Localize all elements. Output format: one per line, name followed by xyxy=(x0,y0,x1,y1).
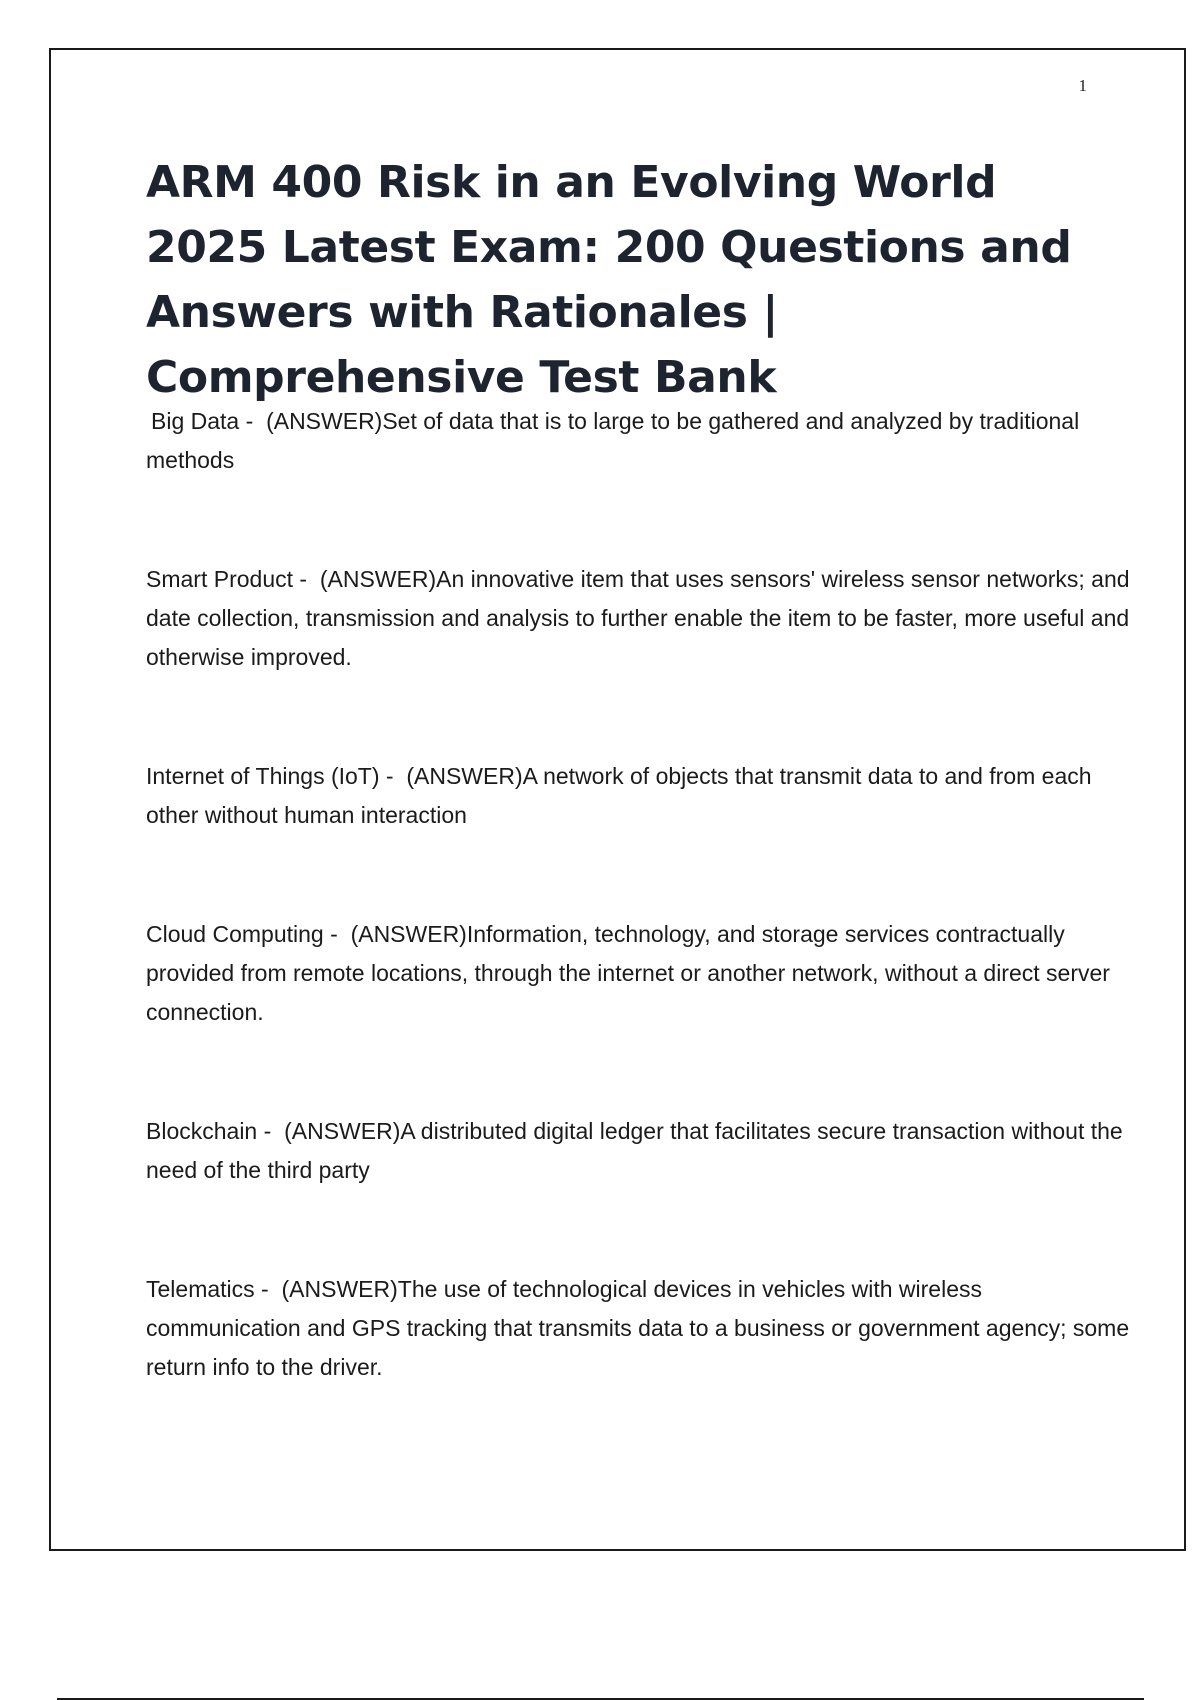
entry-term: Big Data xyxy=(151,408,240,434)
entry-separator: - xyxy=(379,763,407,789)
entry-answer: (ANSWER)Information, technology, and storage services contractually provided from remote locations, through the internet or another network, without a direct server connection. xyxy=(146,921,1110,1025)
entry-separator: - xyxy=(254,1276,282,1302)
entry-separator: - xyxy=(239,408,267,434)
qa-entry-smart-product xyxy=(146,560,1136,677)
qa-entry-cloud-computing xyxy=(146,915,1136,1032)
document-title: ARM 400 Risk in an Evolving World 2025 Latest Exam: 200 Questions and Answers with Rationales | Comprehensive Test Bank xyxy=(146,157,1072,403)
qa-entry-iot xyxy=(146,757,1136,835)
entry-separator: - xyxy=(293,566,320,592)
entry-answer: (ANSWER)A distributed digital ledger that facilitates secure transaction without the need of the third party xyxy=(146,1118,1123,1183)
qa-entry-telematics xyxy=(146,1270,1136,1387)
qa-entry-blockchain xyxy=(146,1112,1136,1190)
entry-separator: - xyxy=(257,1118,285,1144)
entry-term: Cloud Computing xyxy=(146,921,324,947)
entry-term: Smart Product xyxy=(146,566,293,592)
entry-answer: (ANSWER)The use of technological devices in vehicles with wireless communication and GPS tracking that transmits data to a business or government agency; some return info to the driver. xyxy=(146,1276,1130,1380)
entry-term: Blockchain xyxy=(146,1118,258,1144)
entry-term: Telematics xyxy=(146,1276,255,1302)
page-number: 1 xyxy=(1078,76,1087,95)
entry-separator: - xyxy=(323,921,351,947)
entry-answer: (ANSWER)An innovative item that uses sensors' wireless sensor networks; and date collection, transmission and analysis to further enable the item to be faster, more useful and otherwise improved. xyxy=(146,566,1130,670)
entry-term: Internet of Things (IoT) xyxy=(146,763,380,789)
entry-answer: (ANSWER)A network of objects that transmit data to and from each other without human interaction xyxy=(146,763,1092,828)
qa-list xyxy=(146,402,1136,1387)
page-frame xyxy=(49,48,1186,1551)
qa-entry-big-data xyxy=(146,402,1136,480)
entry-answer: (ANSWER)Set of data that is to large to be gathered and analyzed by traditional methods xyxy=(146,408,1080,473)
